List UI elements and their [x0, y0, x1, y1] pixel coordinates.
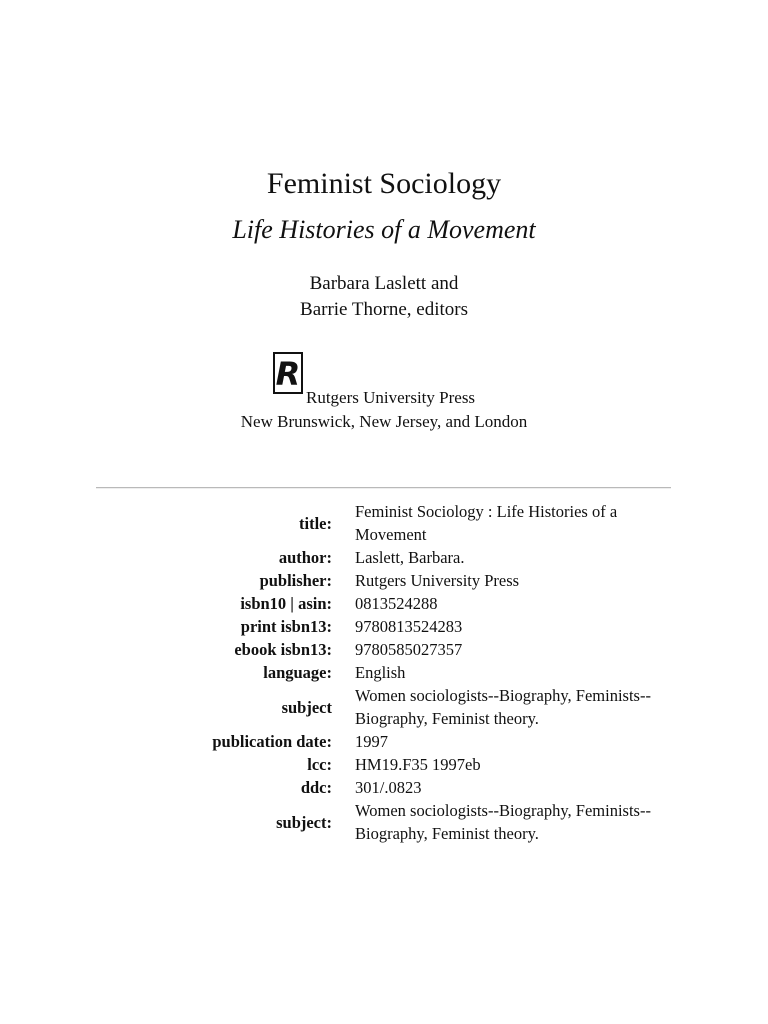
metadata-label: isbn10 | asin:	[240, 594, 332, 613]
publisher-logo-letter: R	[275, 355, 301, 392]
book-subtitle: Life Histories of a Movement	[232, 215, 536, 244]
metadata-value: HM19.F35 1997eb	[355, 755, 481, 774]
metadata-value: 9780813524283	[355, 617, 463, 636]
metadata-row-subject	[150, 684, 665, 730]
metadata-row-print-isbn13	[150, 615, 665, 638]
metadata-row-subject-2	[150, 799, 665, 845]
editors-line-2: Barrie Thorne, editors	[300, 299, 468, 320]
metadata-label: subject	[281, 697, 332, 717]
publisher-logo-icon	[273, 352, 303, 394]
metadata-label: subject:	[276, 812, 332, 832]
metadata-value: Laslett, Barbara.	[355, 548, 465, 567]
metadata-label: publisher:	[259, 571, 332, 590]
metadata-label: publication date:	[212, 732, 332, 751]
metadata-row-author	[150, 546, 665, 569]
metadata-label: ebook isbn13:	[234, 640, 332, 659]
metadata-value: English	[355, 663, 406, 682]
metadata-row-lcc	[150, 753, 665, 776]
metadata-row-ebook-isbn13	[150, 638, 665, 661]
metadata-value: 9780585027357	[355, 640, 463, 659]
metadata-label: title:	[299, 513, 332, 533]
publisher-line	[0, 352, 768, 407]
metadata-label: ddc:	[300, 778, 332, 797]
metadata-label: print isbn13:	[240, 617, 332, 636]
metadata-label: author:	[278, 548, 332, 567]
publisher-location: New Brunswick, New Jersey, and London	[240, 412, 528, 431]
metadata-value: Feminist Sociology : Life Histories of a Movement	[355, 502, 618, 544]
divider	[96, 487, 671, 489]
metadata-table	[150, 500, 665, 845]
editors-line-1: Barbara Laslett and	[309, 273, 459, 294]
publisher-name: Rutgers University Press	[306, 388, 476, 407]
metadata-row-language	[150, 661, 665, 684]
metadata-row-isbn10	[150, 592, 665, 615]
editors	[0, 271, 768, 323]
metadata-label: language:	[263, 663, 332, 682]
metadata-row-publisher	[150, 569, 665, 592]
metadata-row-title	[150, 500, 665, 546]
metadata-value: Rutgers University Press	[355, 571, 520, 590]
book-title: Feminist Sociology	[266, 167, 502, 200]
metadata-value: Women sociologists--Biography, Feminists--Biography, Feminist theory.	[355, 686, 651, 728]
publisher-block	[0, 352, 768, 407]
metadata-row-publication-date	[150, 730, 665, 753]
metadata-value: 1997	[355, 732, 388, 751]
metadata-value: 301/.0823	[355, 778, 422, 797]
metadata-value: 0813524288	[355, 594, 438, 613]
metadata-row-ddc	[150, 776, 665, 799]
metadata-label: lcc:	[307, 755, 332, 774]
metadata-value: Women sociologists--Biography, Feminists--Biography, Feminist theory.	[355, 801, 651, 843]
